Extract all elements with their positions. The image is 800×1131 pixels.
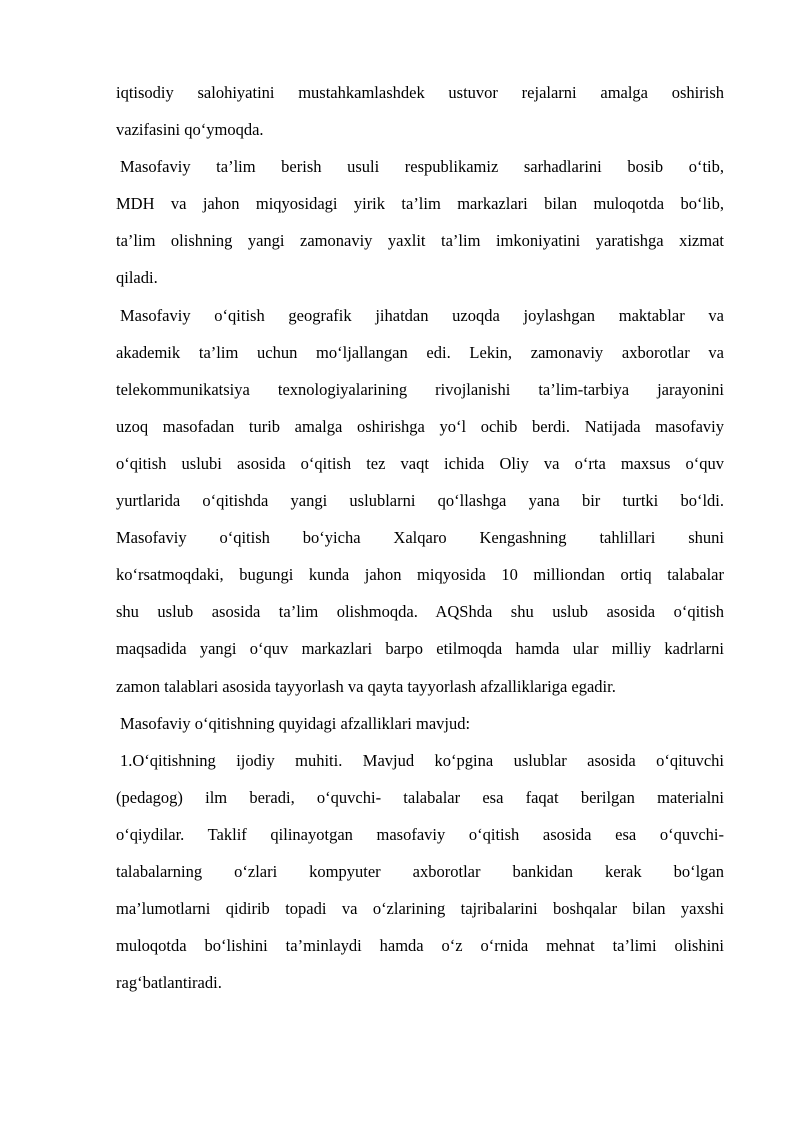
text-line: MDH va jahon miqyosidagi yirik ta’lim markazlari bilan muloqotda bo‘lib, [116,194,724,214]
text-line: iqtisodiy salohiyatini mustahkamlashdek ustuvor rejalarni amalga oshirish [116,83,724,102]
text-line: ko‘rsatmoqdaki, bugungi kunda jahon miqyosida 10 milliondan ortiq talabalar [116,565,724,585]
text-line: ta’lim olishning yangi zamonaviy yaxlit ta’lim imkoniyatini yaratishga xizmat [116,231,724,251]
text-line: maqsadida yangi o‘quv markazlari barpo etilmoqda hamda ular milliy kadrlarni [116,639,724,659]
text-line: (pedagog) ilm beradi, o‘quvchi- talabalar esa faqat berilgan materialni [116,787,724,807]
text-line: akademik ta’lim uchun mo‘ljallangan edi. Lekin, zamonaviy axborotlar va [116,342,724,362]
text-line: Masofaviy o‘qitish bo‘yicha Xalqaro Kengashning tahlillari shuni [116,528,724,548]
text-line: qiladi. [116,268,158,288]
text-line: talabalarning o‘zlari kompyuter axborotlar bankidan kerak bo‘lgan [116,861,724,881]
document-body [116,74,724,1001]
text-line: muloqotda bo‘lishini ta’minlaydi hamda o‘z o‘rnida mehnat ta’limi olishini [116,936,724,956]
text-line: telekommunikatsiya texnologiyalarining rivojlanishi ta’lim-tarbiya jarayonini [116,379,724,399]
text-line: uzoq masofadan turib amalga oshirishga yo‘l ochib berdi. Natijada masofaviy [116,416,724,436]
text-line: ma’lumotlarni qidirib topadi va o‘zlarining tajribalarini boshqalar bilan yaxshi [116,899,724,919]
text-line: o‘qiydilar. Taklif qilinayotgan masofaviy o‘qitish asosida esa o‘quvchi- [116,824,724,844]
text-line: rag‘batlantiradi. [116,973,222,993]
paragraph-start-line: Masofaviy o‘qitishning quyidagi afzalliklari mavjud: [120,713,471,733]
list-item-line: 1.O‘qitishning ijodiy muhiti. Mavjud ko‘pgina uslublar asosida o‘qituvchi [120,750,724,770]
paragraph-start-line: Masofaviy ta’lim berish usuli respublikamiz sarhadlarini bosib o‘tib, [120,157,724,177]
text-line: yurtlarida o‘qitishda yangi uslublarni qo‘llashga yana bir turtki bo‘ldi. [116,491,724,511]
text-line: zamon talablari asosida tayyorlash va qayta tayyorlash afzalliklariga egadir. [116,676,616,696]
paragraph-start-line: Masofaviy o‘qitish geografik jihatdan uzoqda joylashgan maktablar va [120,305,724,325]
text-line: vazifasini qo‘ymoqda. [116,120,264,140]
text-line: o‘qitish uslubi asosida o‘qitish tez vaqt ichida Oliy va o‘rta maxsus o‘quv [116,453,724,473]
text-line: shu uslub asosida ta’lim olishmoqda. AQShda shu uslub asosida o‘qitish [116,602,724,622]
